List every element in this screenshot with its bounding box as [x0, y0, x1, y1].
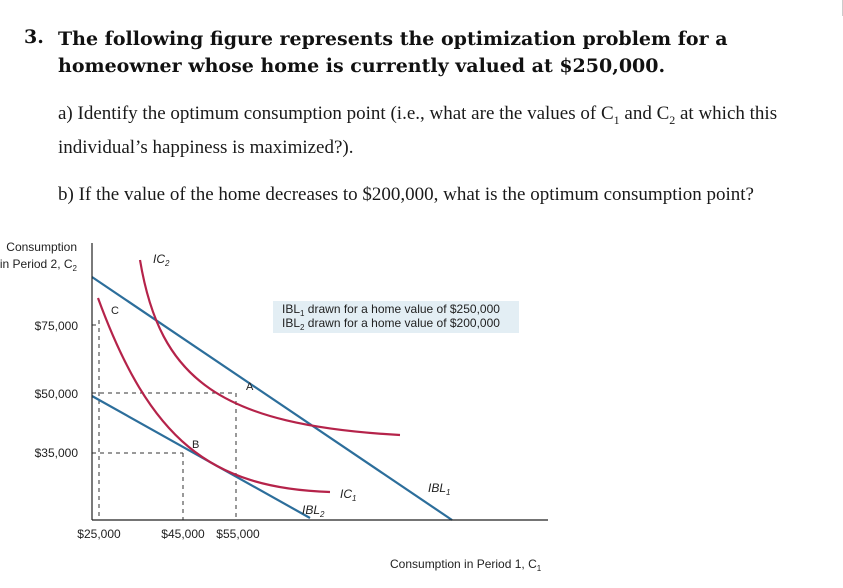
x-tick-45000: $45,000 [161, 527, 205, 541]
ibl2-label: $IBL_2$ [302, 503, 325, 519]
x-tick-25000: $25,000 [77, 527, 121, 541]
legend-line-2: $IBL_2$ drawn for a home value of $200,000 [282, 316, 500, 332]
part-a-text-mid: and C [619, 103, 670, 124]
ic1-label: $IC_1$ [340, 487, 357, 503]
dashed-guides [92, 320, 236, 520]
part-b-text: If the value of the home decreases to $200,000, what is the optimum consumption point? [78, 184, 754, 205]
y-axis-title-line1: Consumption [6, 240, 77, 254]
point-label-b: B [192, 439, 200, 451]
y-tick-50000: $50,000 [34, 387, 78, 401]
question-number: 3. [24, 26, 44, 48]
question-text: The following figure represents the optimization problem for a homeowner whose home is currently valued at $250,000. [58, 28, 728, 77]
x-axis-title: Consumption in Period 1, $C_1$ [390, 557, 542, 573]
point-label-c: C [111, 305, 119, 317]
part-a-text-pre: Identify the optimum consumption point (i.e., what are the values of C [77, 103, 614, 124]
ic2-curve [140, 260, 400, 435]
part-a-sub2: 2 [669, 112, 676, 127]
y-axis-title-line2: in Period 2, $C_2$ [0, 257, 77, 273]
y-tick-35000: $35,000 [34, 446, 78, 460]
part-a-label: a) [58, 103, 73, 124]
ic2-label: $IC_2$ [153, 252, 170, 268]
part-b-label: b) [58, 184, 74, 205]
part-a-sub1: 1 [613, 112, 620, 127]
ibl1-label: $IBL_1$ [428, 481, 451, 497]
part-a-text-post: at which this individual’s happiness is maximized?). [58, 103, 778, 158]
point-label-a: A [246, 381, 254, 393]
y-tick-75000: $75,000 [34, 319, 78, 333]
x-tick-55000: $55,000 [216, 527, 260, 541]
legend-line-1: $IBL_1$ drawn for a home value of $250,000 [282, 302, 500, 318]
